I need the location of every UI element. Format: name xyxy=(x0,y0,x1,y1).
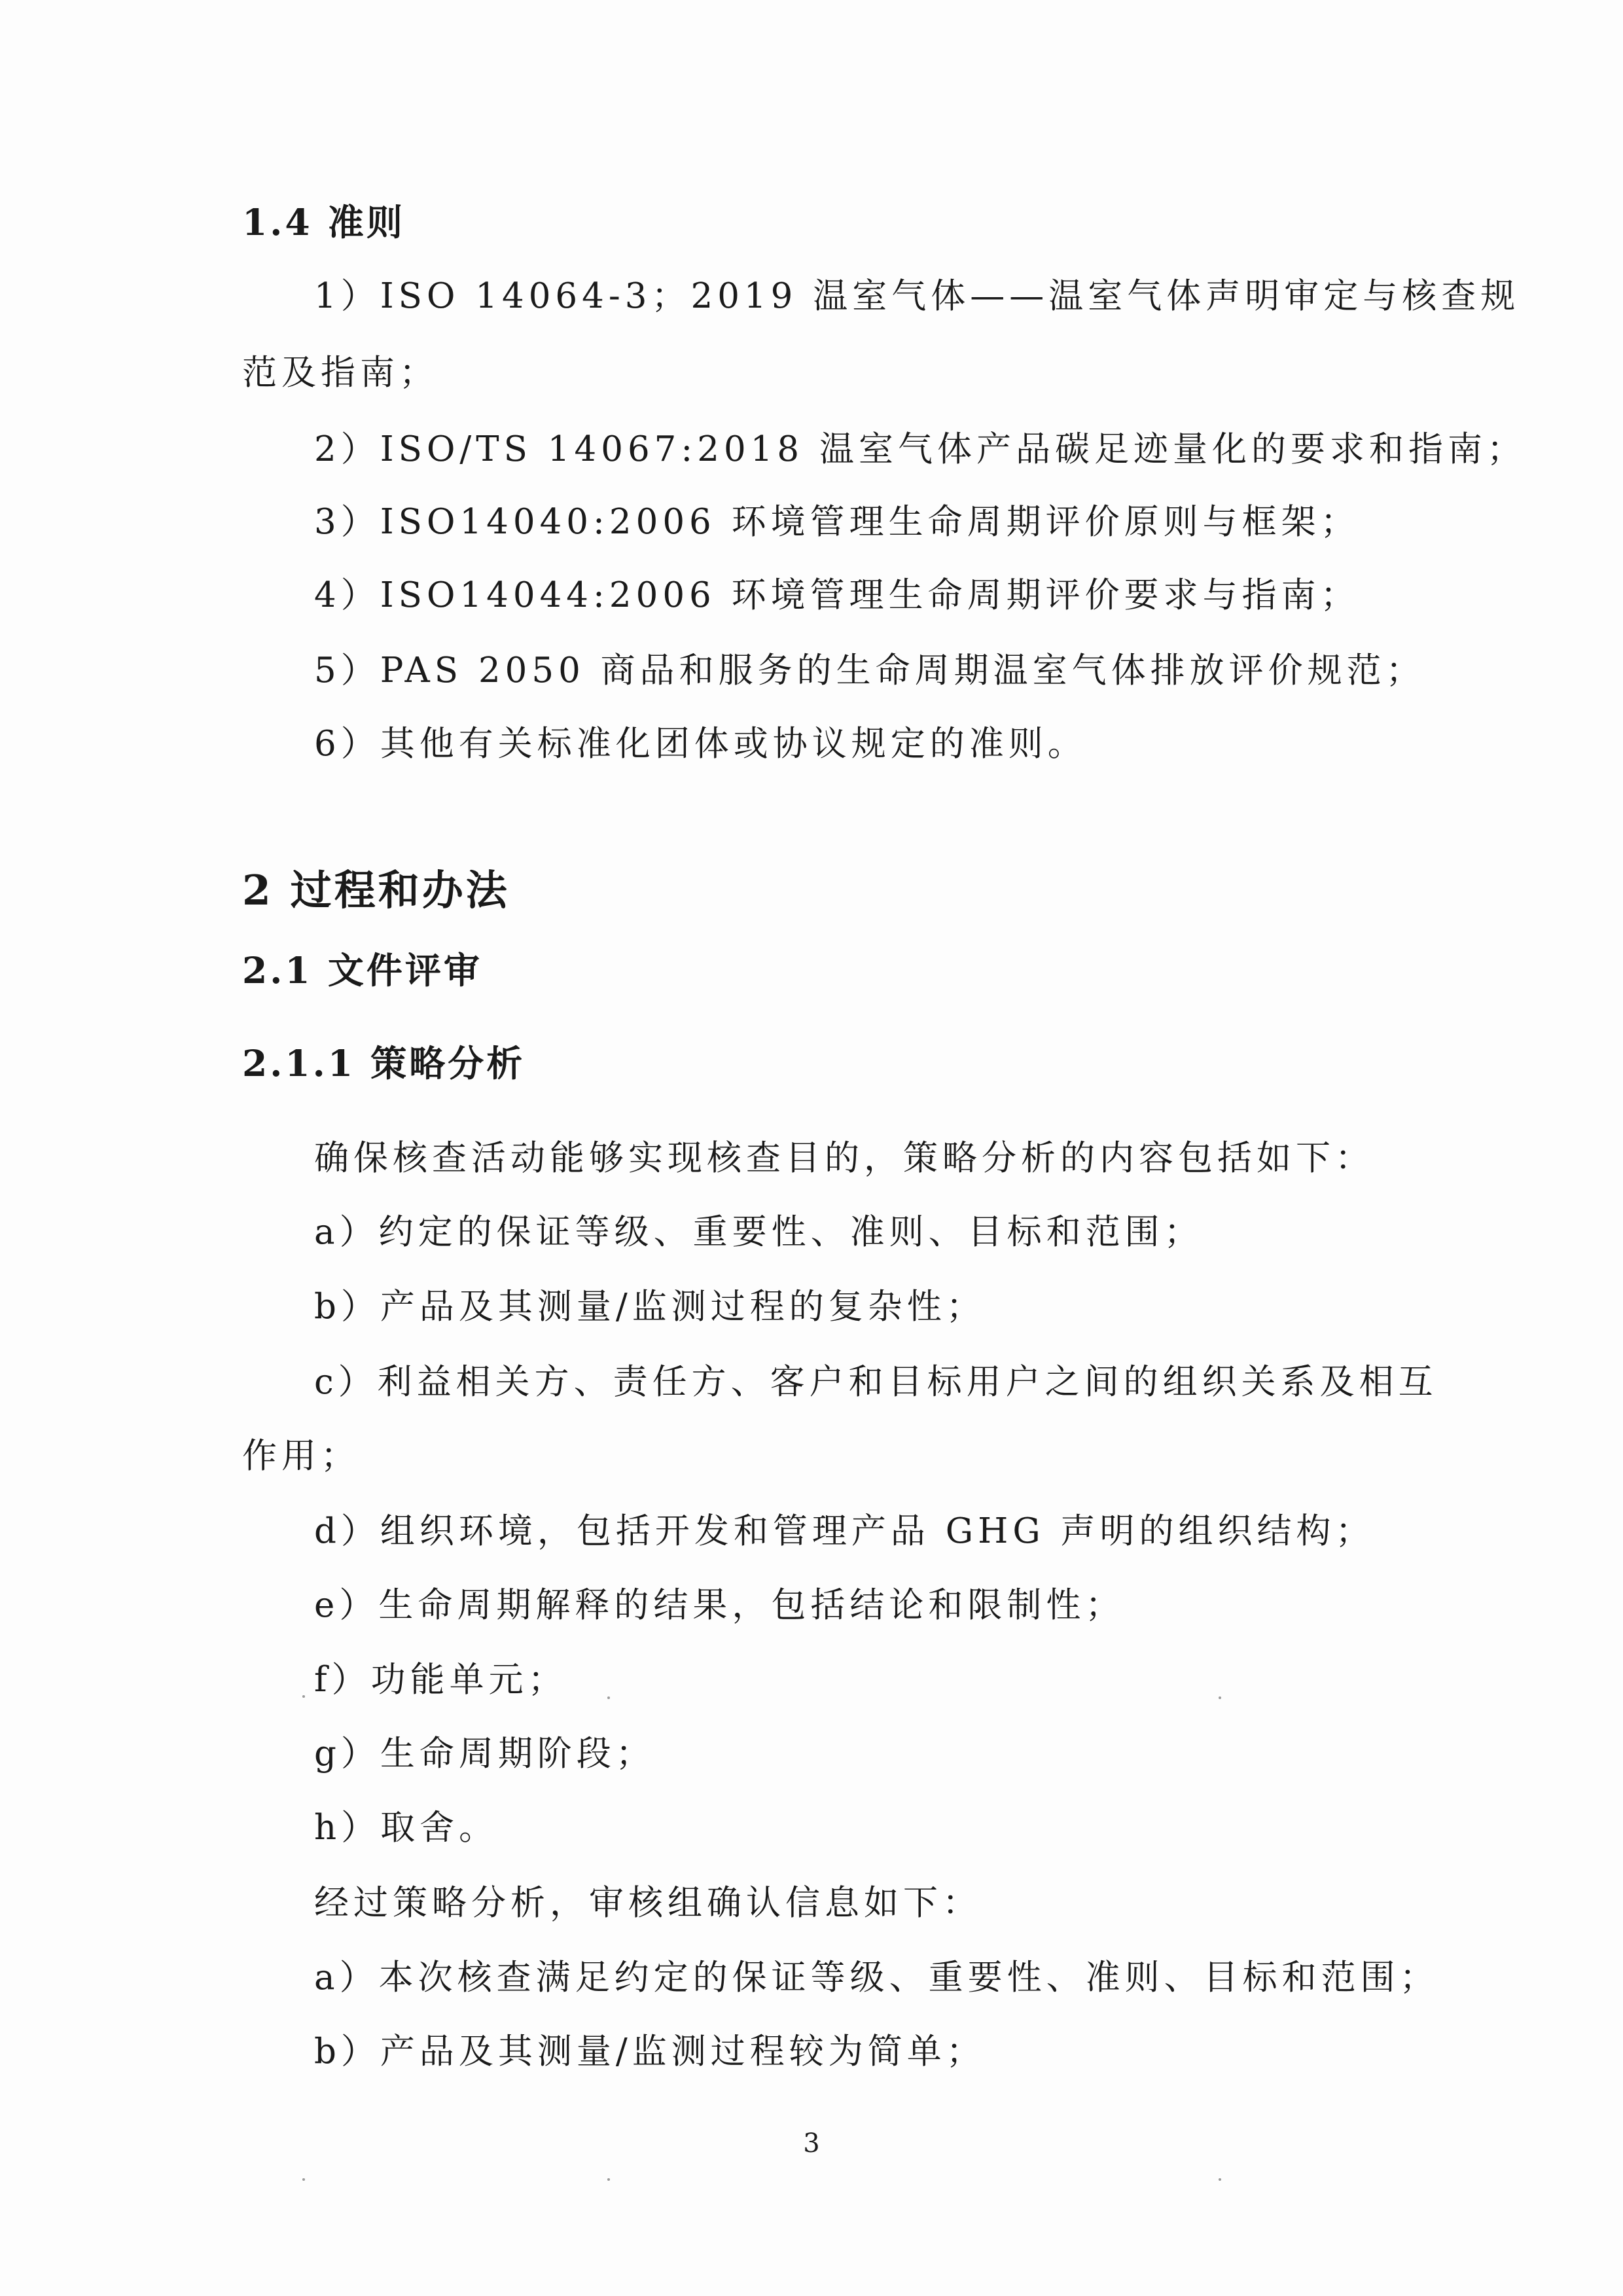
scan-speck xyxy=(302,2178,305,2181)
confirm-item-b: b）产品及其测量/监测过程较为简单； xyxy=(314,2032,986,2072)
criteria-item-2: 2）ISO/TS 14067:2018 温室气体产品碳足迹量化的要求和指南； xyxy=(314,429,1526,469)
strategy-intro: 确保核查活动能够实现核查目的，策略分析的内容包括如下： xyxy=(314,1138,1374,1178)
page-number: 3 xyxy=(803,2128,820,2159)
analysis-item-c: c）利益相关方、责任方、客户和目标用户之间的组织关系及相互 xyxy=(314,1362,1438,1402)
confirm-intro: 经过策略分析，审核组确认信息如下： xyxy=(314,1883,982,1923)
section-heading-1-4: 1.4 准则 xyxy=(242,201,405,243)
scan-speck xyxy=(607,1696,610,1699)
criteria-item-1-cont: 范及指南； xyxy=(242,353,438,393)
analysis-item-h: h）取舍。 xyxy=(314,1808,499,1848)
section-heading-2-1-1: 2.1.1 策略分析 xyxy=(242,1042,526,1085)
analysis-item-f: f）功能单元； xyxy=(314,1660,567,1700)
analysis-item-e: e）生命周期解释的结果，包括结论和限制性； xyxy=(314,1585,1125,1625)
criteria-item-1: 1）ISO 14064-3；2019 温室气体——温室气体声明审定与核查规 xyxy=(314,276,1520,316)
analysis-item-d: d）组织环境，包括开发和管理产品 GHG 声明的组织结构； xyxy=(314,1511,1375,1551)
analysis-item-c-cont: 作用； xyxy=(242,1436,360,1476)
confirm-item-a: a）本次核查满足约定的保证等级、重要性、准则、目标和范围； xyxy=(314,1958,1439,1998)
analysis-item-g: g）生命周期阶段； xyxy=(314,1734,655,1774)
analysis-item-b: b）产品及其测量/监测过程的复杂性； xyxy=(314,1287,986,1327)
criteria-item-4: 4）ISO14044:2006 环境管理生命周期评价要求与指南； xyxy=(314,575,1360,615)
scan-speck xyxy=(607,2178,610,2181)
section-heading-2: 2 过程和办法 xyxy=(242,866,510,914)
scan-speck xyxy=(1219,2178,1221,2181)
scan-speck xyxy=(1219,1696,1221,1699)
criteria-item-3: 3）ISO14040:2006 环境管理生命周期评价原则与框架； xyxy=(314,502,1360,542)
scan-speck xyxy=(302,1695,305,1698)
section-heading-2-1: 2.1 文件评审 xyxy=(242,949,482,992)
criteria-item-6: 6）其他有关标准化团体或协议规定的准则。 xyxy=(314,724,1087,764)
criteria-item-5: 5）PAS 2050 商品和服务的生命周期温室气体排放评价规范； xyxy=(314,651,1425,691)
analysis-item-a: a）约定的保证等级、重要性、准则、目标和范围； xyxy=(314,1212,1204,1252)
